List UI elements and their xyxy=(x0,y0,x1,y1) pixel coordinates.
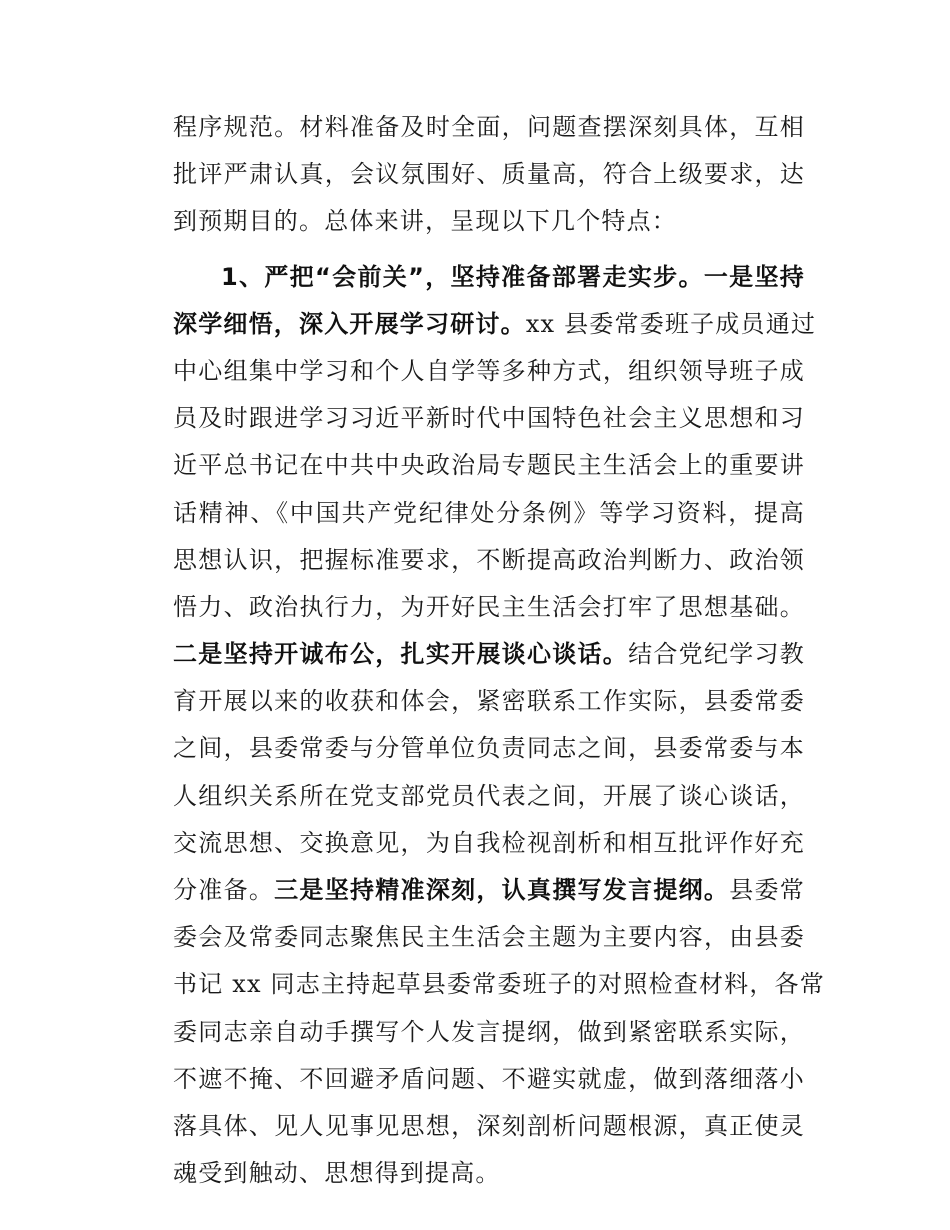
paragraph-2-line-11: 之间，县委常委与分管单位负责同志之间，县委常委与本 xyxy=(173,734,805,763)
point-two-heading: 二是坚持开诚布公，扎实开展谈心谈话。 xyxy=(173,640,629,669)
paragraph-2-line-12: 人组织关系所在党支部党员代表之间，开展了谈心谈话， xyxy=(173,781,805,810)
paragraph-2-line-3: 中心组集中学习和个人自学等多种方式，组织领导班子成 xyxy=(173,356,805,385)
paragraph-2-line-8: 悟力、政治执行力，为开好民主生活会打牢了思想基础。 xyxy=(173,592,805,621)
section-heading: 1、严把“会前关”，坚持准备部署走实步。一是坚持 xyxy=(221,262,805,291)
paragraph-2-line-14 xyxy=(173,867,805,914)
paragraph-2-line-6: 话精神、《中国共产党纪律处分条例》等学习资料，提高 xyxy=(173,498,805,527)
paragraph-2-line-2 xyxy=(173,301,817,348)
paragraph-2-line-13: 交流思想、交换意见，为自我检视剖析和相互批评作好充 xyxy=(173,828,805,857)
paragraph-1-line-1: 程序规范。材料准备及时全面，问题查摆深刻具体，互相 xyxy=(173,113,805,141)
paragraph-2-line-4: 员及时跟进学习习近平新时代中国特色社会主义思想和习 xyxy=(173,404,805,433)
paragraph-2-line-18: 不遮不掩、不回避矛盾问题、不避实就虚，做到落细落小 xyxy=(173,1064,805,1093)
paragraph-2-line-7: 思想认识，把握标准要求，不断提高政治判断力、政治领 xyxy=(173,545,805,574)
paragraph-gap xyxy=(173,246,805,254)
paragraph-2-line-1 xyxy=(173,254,805,301)
paragraph-2-line-15: 委会及常委同志聚焦民主生活会主题为主要内容，由县委 xyxy=(173,923,805,952)
paragraph-1-line-2: 批评严肃认真，会议氛围好、质量高，符合上级要求，达 xyxy=(173,160,805,189)
paragraph-2-line-9 xyxy=(173,631,805,678)
paragraph-2-line-19: 落具体、见人见事见思想，深刻剖析问题根源，真正使灵 xyxy=(173,1111,805,1140)
line-text: 分准备。 xyxy=(173,876,275,904)
paragraph-2-line-20: 魂受到触动、思想得到提高。 xyxy=(173,1159,501,1188)
body-text xyxy=(173,104,825,1197)
point-one-heading: 深学细悟，深入开展学习研讨。 xyxy=(173,309,526,338)
paragraph-2-line-16: 书记 xx 同志主持起草县委常委班子的对照检查材料，各常 xyxy=(173,970,825,999)
paragraph-2-line-10: 育开展以来的收获和体会，紧密联系工作实际，县委常委 xyxy=(173,687,805,716)
paragraph-2-line-17: 委同志亲自动手撰写个人发言提纲，做到紧密联系实际， xyxy=(173,1017,805,1046)
paragraph-2-line-5: 近平总书记在中共中央政治局专题民主生活会上的重要讲 xyxy=(173,451,805,480)
line-text: 县委常 xyxy=(729,876,805,904)
line-text: 结合党纪学习教 xyxy=(628,640,805,669)
point-three-heading: 三是坚持精准深刻，认真撰写发言提纲。 xyxy=(274,876,730,904)
line-text: xx 县委常委班子成员通过 xyxy=(525,309,817,338)
paragraph-1-line-3: 到预期目的。总体来讲，呈现以下几个特点： xyxy=(173,207,677,236)
